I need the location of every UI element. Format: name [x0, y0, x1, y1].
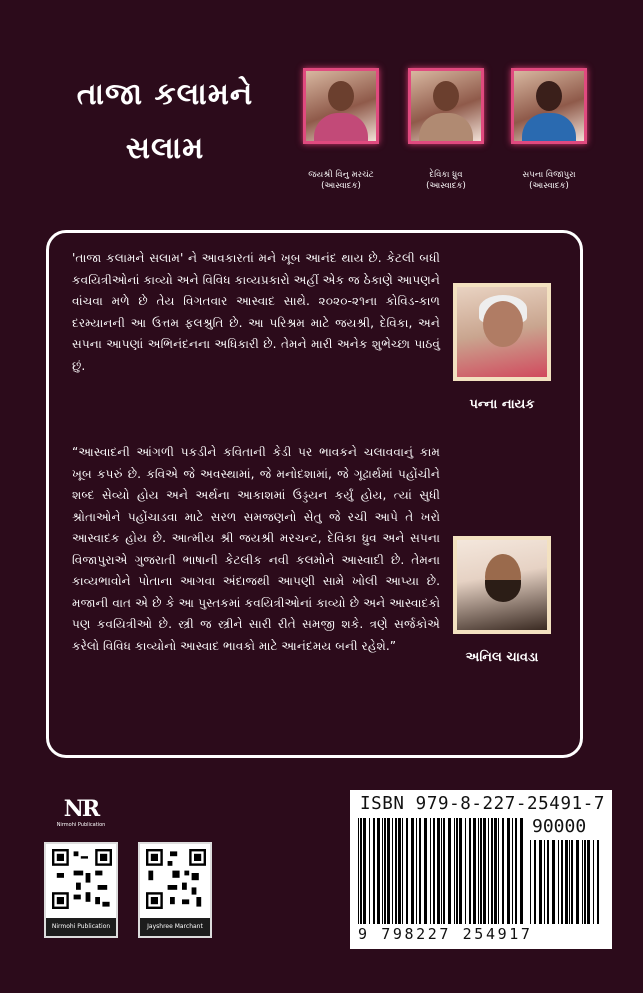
editor-sapana — [510, 68, 588, 192]
author-photo-panna — [453, 283, 551, 381]
qr-label: Jayshree Marchant — [140, 918, 210, 936]
price-code: 90000 — [532, 816, 587, 837]
editor-name: સપના વિજાપુરા (આસ્વાદક) — [522, 170, 576, 191]
editor-photo — [511, 68, 587, 144]
qr-code-publisher[interactable] — [44, 842, 118, 938]
barcode-bars — [358, 818, 524, 924]
editor-name: જયશ્રી વિનુ મરચંટ (આસ્વાદક) — [308, 170, 374, 191]
publisher-logo — [55, 796, 107, 828]
qr-label: Nirmohi Publication — [46, 918, 116, 936]
qr-code-author[interactable] — [138, 842, 212, 938]
publisher-logo-mark: NR — [63, 796, 99, 822]
author-photo-anil — [453, 536, 551, 634]
title-line-1: તાજા કલામને — [76, 77, 254, 112]
editor-photo — [408, 68, 484, 144]
publisher-logo-caption: Nirmohi Publication — [56, 822, 106, 828]
qr-code-icon — [52, 849, 112, 909]
qr-code-icon — [146, 849, 206, 909]
editor-jayshree — [302, 68, 380, 192]
title-line-2: સલામ — [125, 131, 205, 166]
editor-devika — [407, 68, 485, 192]
editor-photo — [303, 68, 379, 144]
editor-name: દેવિકા ધ્રુવ (આસ્વાદક) — [426, 170, 466, 191]
isbn-number: ISBN 979-8-227-25491-7 — [360, 794, 605, 814]
barcode-addon-bars — [530, 840, 600, 924]
isbn-barcode — [350, 790, 612, 949]
isbn-digits: 9 798227 254917 — [358, 925, 533, 943]
review-2-text: “આસ્વાદની આંગળી પકડીને કવિતાની કેડી પર ભાવકને ચલાવવાનું કામ ખૂબ કપરું છે. કવિએ જે અવસ્થામાં, જે મનોદશામાં, જે ગૂઢાર્થમાં પહોંચીને શબ્દ સેવ્યો હોય અને અર્થના આકાશમાં ઉડ્ડયન કર્યું હોય, ત્યાં સુધી શ્રોતાઓને પહોંચાડવા માટે સરળ સમજણનો સેતુ જે રચી આપે તે ખરો આસ્વાદક હોય છે. આત્મીય શ્રી જયશ્રી મરચન્ટ, દેવિકા ધ્રુવ અને સપના વિજાપુરાએ ગુજરાતી ભાષાની કેટલીક નવી કલમોને આસ્વાદી છે. તેમના કાવ્યભાવોને પોતાના આગવા અંદાજથી આપણી સામે ખોલી આપ્યા છે. મજાની વાત એ છે કે આ પુસ્તકમાં કવયિત્રીઓનાં કાવ્યો છે અને આસ્વાદકો પણ કવયિત્રીઓ છે. સ્ત્રી જ સ્ત્રીને સારી રીતે સમજી શકે. ત્રણે સર્જકોએ કરેલો વિવિધ કાવ્યોનો આસ્વાદ ભાવકો માટે આનંદમય બની રહેશે.” — [72, 445, 440, 653]
review-1-author: પન્ના નાયક — [469, 397, 535, 412]
review-2-author: અનિલ ચાવડા — [465, 650, 539, 665]
review-1-text: 'તાજા કલામને સલામ' ને આવકારતાં મને ખૂબ આનંદ થાય છે. કેટલી બધી કવયિત્રીઓનાં કાવ્યો અને વિવિધ કાવ્યપ્રકારો અહીં એક જ ઠેકાણે આપણને વાંચવા મળે છે તેય વિગતવાર આસ્વાદ સાથે. ૨૦૨૦-૨૧ના કોવિડ-કાળ દરમ્યાનની આ ઉત્તમ ફલશ્રુતિ છે. આ પરિશ્રમ માટે જયશ્રી, દેવિકા, અને સપના આપણાં અભિનંદનના અધિકારી છે. તેમને મારી અનેક શુભેચ્છા પાઠવું છું. — [72, 251, 440, 373]
book-title — [40, 68, 290, 176]
